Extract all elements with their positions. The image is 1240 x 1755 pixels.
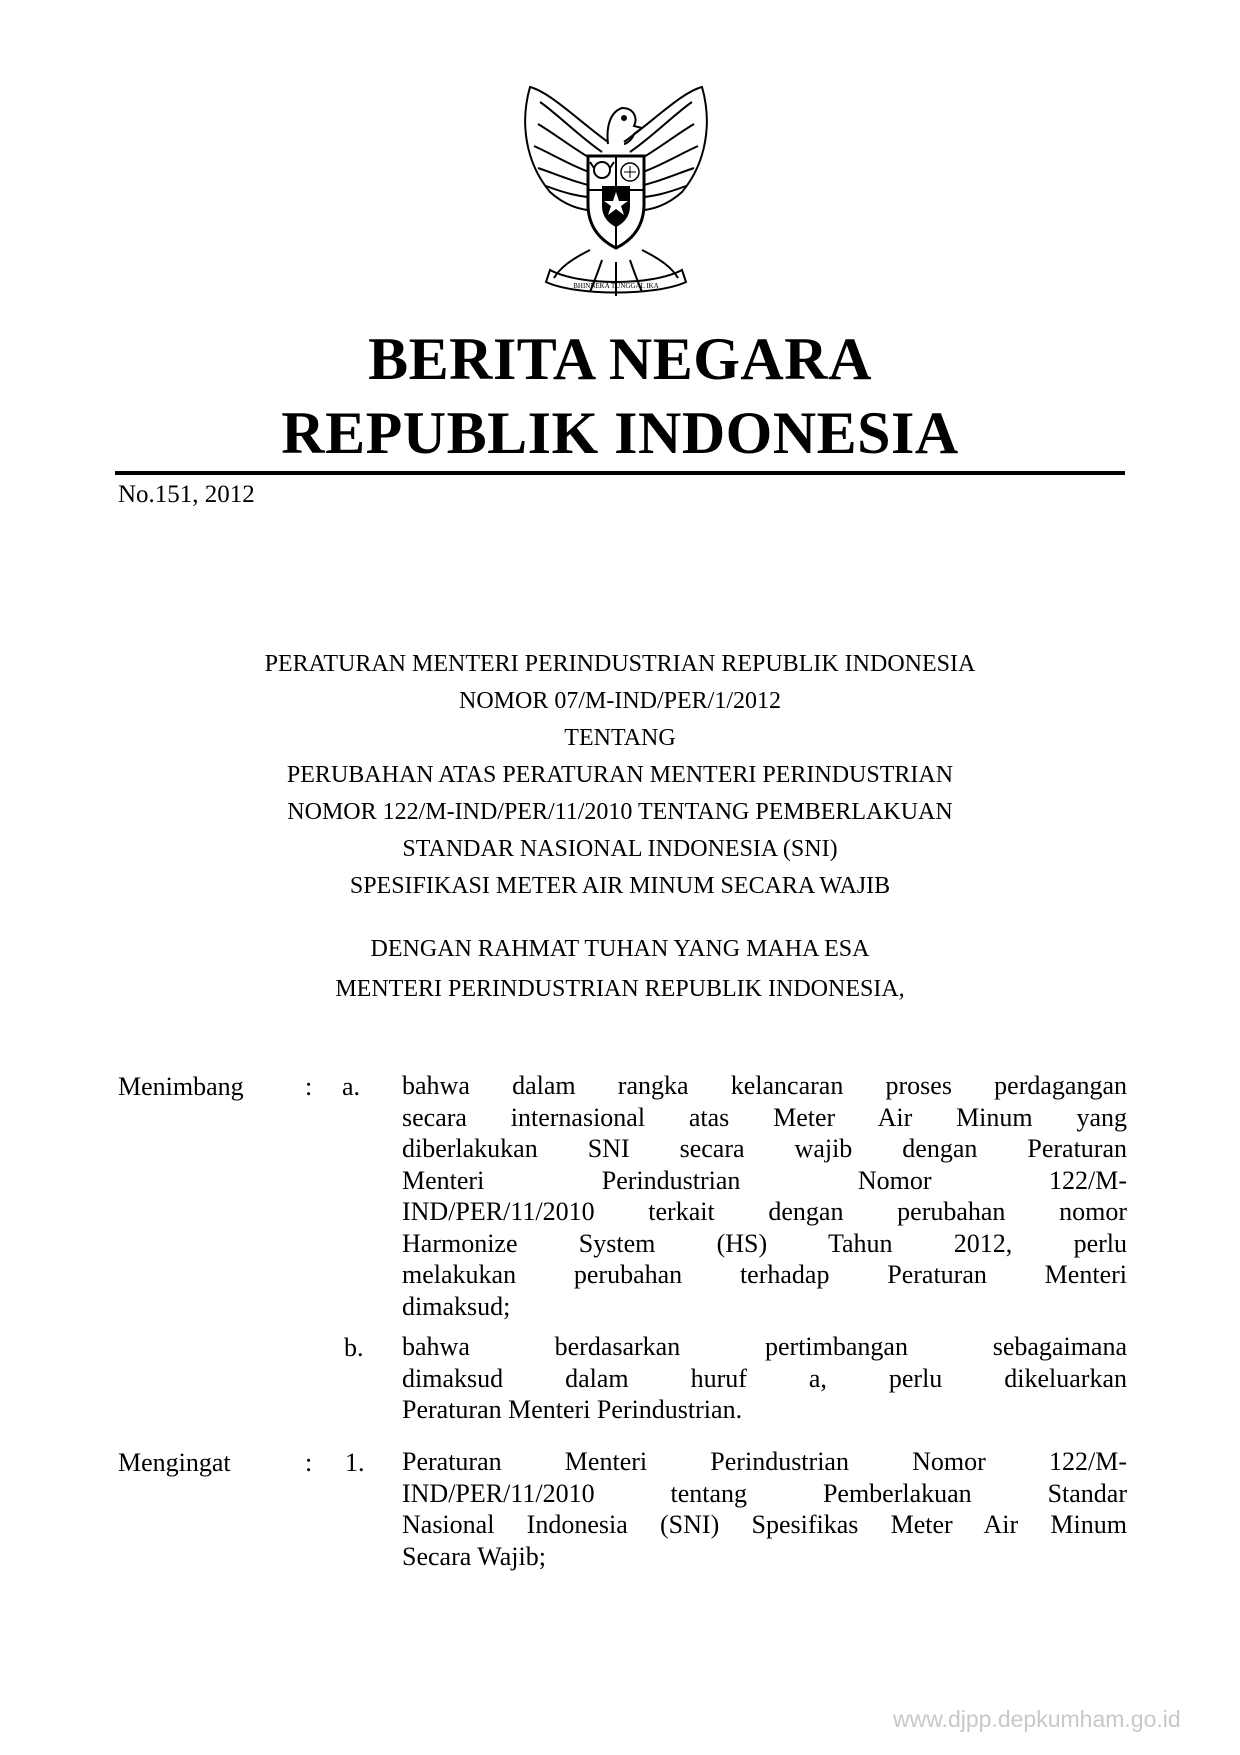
preamble-line: MENTERI PERINDUSTRIAN REPUBLIK INDONESIA, <box>335 976 905 1002</box>
preamble <box>0 929 1240 1009</box>
text-line: Peraturan Menteri Perindustrian Nomor 122/M- <box>402 1447 1127 1476</box>
menimbang-item-b <box>402 1331 1127 1426</box>
text-line: dimaksud dalam huruf a, perlu dikeluarkan <box>402 1363 1127 1393</box>
text-line: Menteri Perindustrian Nomor 122/M- <box>402 1165 1127 1195</box>
menimbang-colon: : <box>305 1072 313 1101</box>
gazette-title-line2: REPUBLIK INDONESIA <box>281 400 959 466</box>
text-line: Secara Wajib; <box>402 1541 546 1571</box>
heading-line: TENTANG <box>564 725 676 751</box>
preamble-line: DENGAN RAHMAT TUHAN YANG MAHA ESA <box>370 936 870 962</box>
mengingat-label: Mengingat <box>118 1448 231 1477</box>
garuda-emblem <box>510 82 722 302</box>
item-marker: a. <box>342 1072 361 1101</box>
regulation-heading <box>0 646 1240 905</box>
item-marker: b. <box>344 1333 364 1362</box>
text-line: bahwa dalam rangka kelancaran proses perdagangan <box>402 1071 1127 1100</box>
text-line: Harmonize System (HS) Tahun 2012, perlu <box>402 1228 1127 1258</box>
text-line: dimaksud; <box>402 1291 511 1321</box>
item-marker: 1. <box>345 1448 365 1477</box>
watermark: www.djpp.depkumham.go.id <box>893 1706 1181 1732</box>
gazette-title-line1: BERITA NEGARA <box>368 326 872 392</box>
text-line: melakukan perubahan terhadap Peraturan Menteri <box>402 1260 1127 1289</box>
menimbang-item-a <box>402 1070 1127 1322</box>
text-line: diberlakukan SNI secara wajib dengan Peraturan <box>402 1134 1127 1163</box>
menimbang-label: Menimbang <box>118 1072 244 1101</box>
text-line: Peraturan Menteri Perindustrian. <box>402 1395 743 1424</box>
text-line: Nasional Indonesia (SNI) Spesifikas Meter Air Minum <box>402 1510 1127 1539</box>
heading-line: PERATURAN MENTERI PERINDUSTRIAN REPUBLIK INDONESIA <box>264 651 976 677</box>
heading-line: NOMOR 07/M-IND/PER/1/2012 <box>458 688 782 714</box>
text-line: IND/PER/11/2010 tentang Pemberlakuan Standar <box>402 1478 1127 1508</box>
text-line: bahwa berdasarkan pertimbangan sebagaimana <box>402 1332 1127 1361</box>
heading-line: STANDAR NASIONAL INDONESIA (SNI) <box>402 836 838 862</box>
mengingat-colon: : <box>305 1448 313 1477</box>
mengingat-item-1 <box>402 1446 1127 1572</box>
title-rule <box>115 471 1125 475</box>
heading-line: SPESIFIKASI METER AIR MINUM SECARA WAJIB <box>349 873 891 899</box>
text-line: IND/PER/11/2010 terkait dengan perubahan nomor <box>402 1197 1127 1226</box>
heading-line: PERUBAHAN ATAS PERATURAN MENTERI PERINDUSTRIAN <box>286 762 954 788</box>
gazette-number: No.151, 2012 <box>118 481 255 508</box>
emblem-motto: BHINNEKA TUNGGAL IKA <box>573 282 659 290</box>
heading-line: NOMOR 122/M-IND/PER/11/2010 TENTANG PEMBERLAKUAN <box>287 799 953 825</box>
text-line: secara internasional atas Meter Air Minum yang <box>402 1102 1127 1132</box>
